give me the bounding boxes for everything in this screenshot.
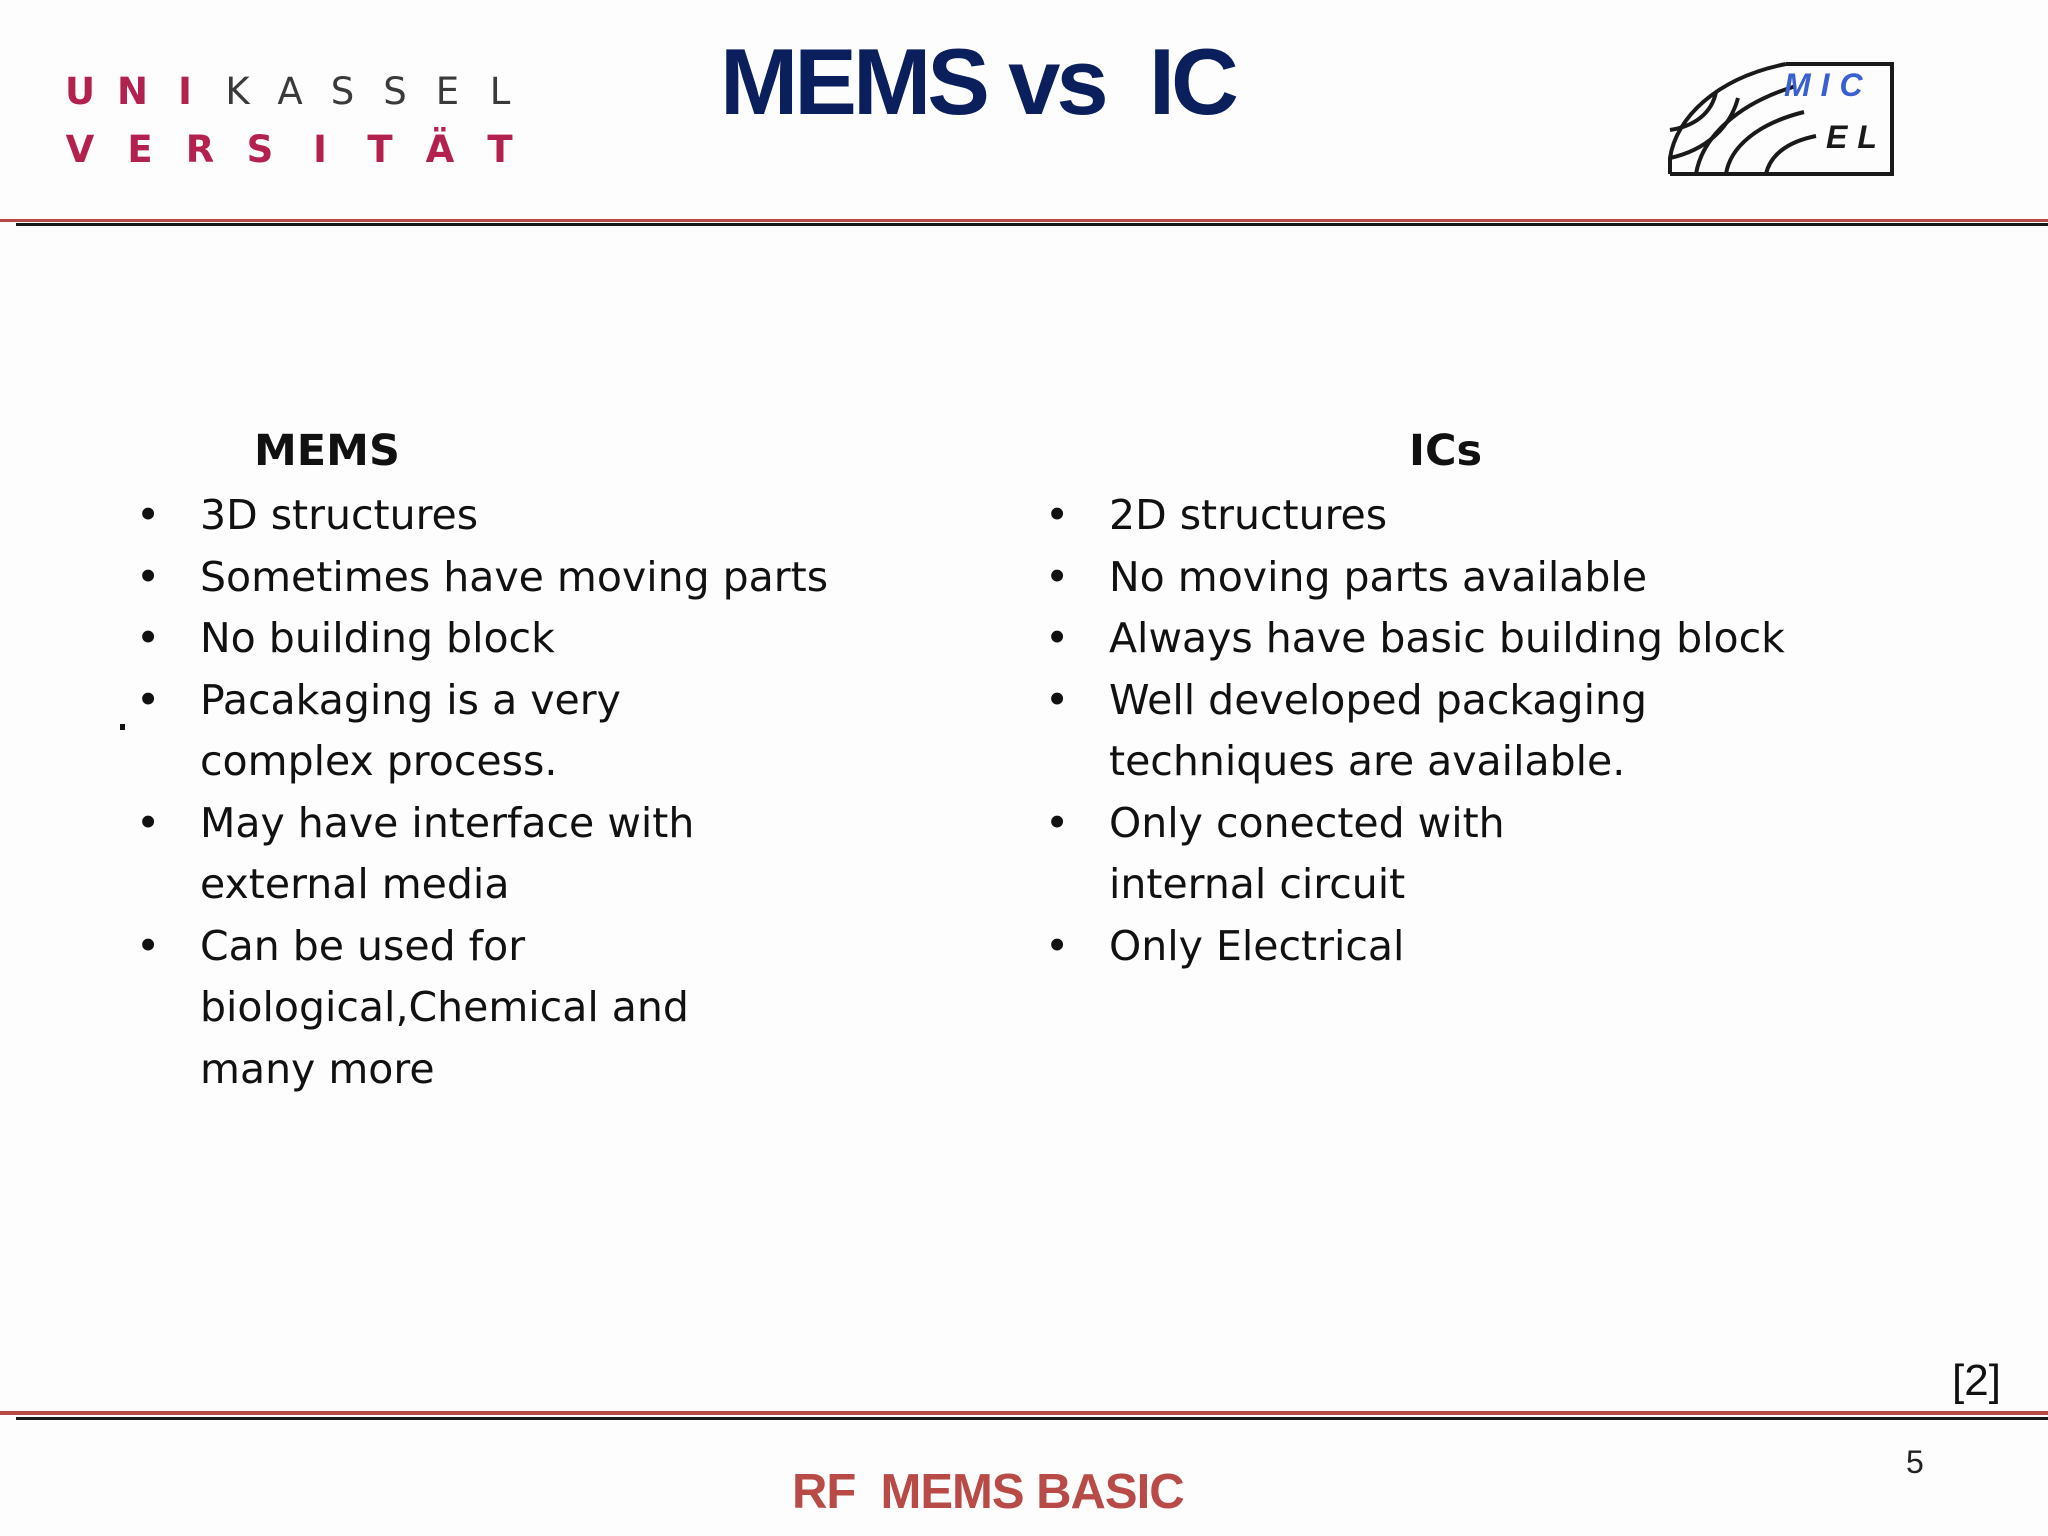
list-item-text: May have interface with external media <box>200 798 695 908</box>
bullet-icon: • <box>1045 552 1070 601</box>
bullet-icon: • <box>1045 614 1070 662</box>
list-item <box>1045 608 1865 670</box>
ics-heading: ICs <box>1409 426 1483 476</box>
citation-reference: [2] <box>1952 1356 2001 1405</box>
page-number: 5 <box>1906 1444 1924 1480</box>
mems-heading: MEMS <box>254 426 400 476</box>
list-item <box>1045 670 1865 793</box>
logo-letter: I <box>178 69 192 113</box>
list-item-text: No building block <box>200 614 555 662</box>
bullet-icon: • <box>136 552 161 601</box>
ics-column <box>1045 423 1865 977</box>
logo-letter: U <box>64 69 96 113</box>
logo-letter: I <box>313 127 327 171</box>
list-item-text: Sometimes have moving parts <box>200 552 829 601</box>
bullet-icon: • <box>1045 921 1070 970</box>
logo-letter: A <box>277 69 303 113</box>
bullet-icon: • <box>1045 491 1070 539</box>
stray-dot <box>120 724 125 730</box>
list-item-text: Only conected with internal circuit <box>1109 798 1505 908</box>
list-item-text: Only Electrical <box>1109 921 1405 970</box>
logo-letter: T <box>367 127 393 171</box>
list-item <box>136 485 876 547</box>
list-item-text: No moving parts available <box>1109 552 1648 601</box>
logo-letter: K <box>225 69 250 113</box>
bullet-icon: • <box>136 798 161 847</box>
list-item <box>1045 547 1865 609</box>
list-item-text: Pacakaging is a very complex process. <box>200 675 621 785</box>
list-item-text: Always have basic building block <box>1109 614 1785 662</box>
micel-logo-line2: EL <box>1826 119 1887 155</box>
bullet-icon: • <box>136 614 161 662</box>
logo-letter: R <box>185 127 215 171</box>
logo-letter: L <box>489 69 511 113</box>
bullet-icon: • <box>136 921 161 970</box>
micel-logo-line1: MIC <box>1784 67 1873 103</box>
footer-title: RF MEMS BASIC <box>792 1465 1184 1519</box>
list-item <box>1045 793 1865 916</box>
list-item <box>136 793 876 916</box>
logo-letter: V <box>65 127 95 171</box>
mems-column <box>136 423 876 1100</box>
logo-letter: S <box>246 127 274 171</box>
mems-list <box>136 485 876 1100</box>
university-logo-row-2 <box>60 120 520 178</box>
list-item-text: 3D structures <box>200 491 479 539</box>
bullet-icon: • <box>136 675 161 724</box>
bullet-icon: • <box>1045 798 1070 847</box>
list-item <box>136 916 876 1101</box>
logo-letter: Ä <box>425 127 455 171</box>
list-item <box>1045 916 1865 978</box>
ics-list <box>1045 485 1865 977</box>
list-item <box>136 608 876 670</box>
list-item-text: 2D structures <box>1109 491 1388 539</box>
list-item <box>136 547 876 609</box>
header-divider <box>0 219 2048 227</box>
bullet-icon: • <box>136 491 161 539</box>
logo-letter: S <box>330 69 355 113</box>
university-logo-row-1 <box>60 62 520 120</box>
list-item <box>1045 485 1865 547</box>
logo-letter: S <box>383 69 407 113</box>
logo-letter: E <box>435 69 460 113</box>
footer-divider <box>0 1411 2048 1423</box>
list-item-text: Can be used for biological,Chemical and many more <box>200 921 689 1093</box>
logo-letter: T <box>487 127 513 171</box>
logo-letter: E <box>127 127 153 171</box>
bullet-icon: • <box>1045 675 1070 724</box>
list-item-text: Well developed packaging techniques are available. <box>1109 675 1647 785</box>
logo-letter: N <box>117 69 148 113</box>
university-logo <box>60 62 520 178</box>
list-item <box>136 670 876 793</box>
micel-logo <box>1666 58 1896 178</box>
slide-title: MEMS vs IC <box>720 29 1235 134</box>
